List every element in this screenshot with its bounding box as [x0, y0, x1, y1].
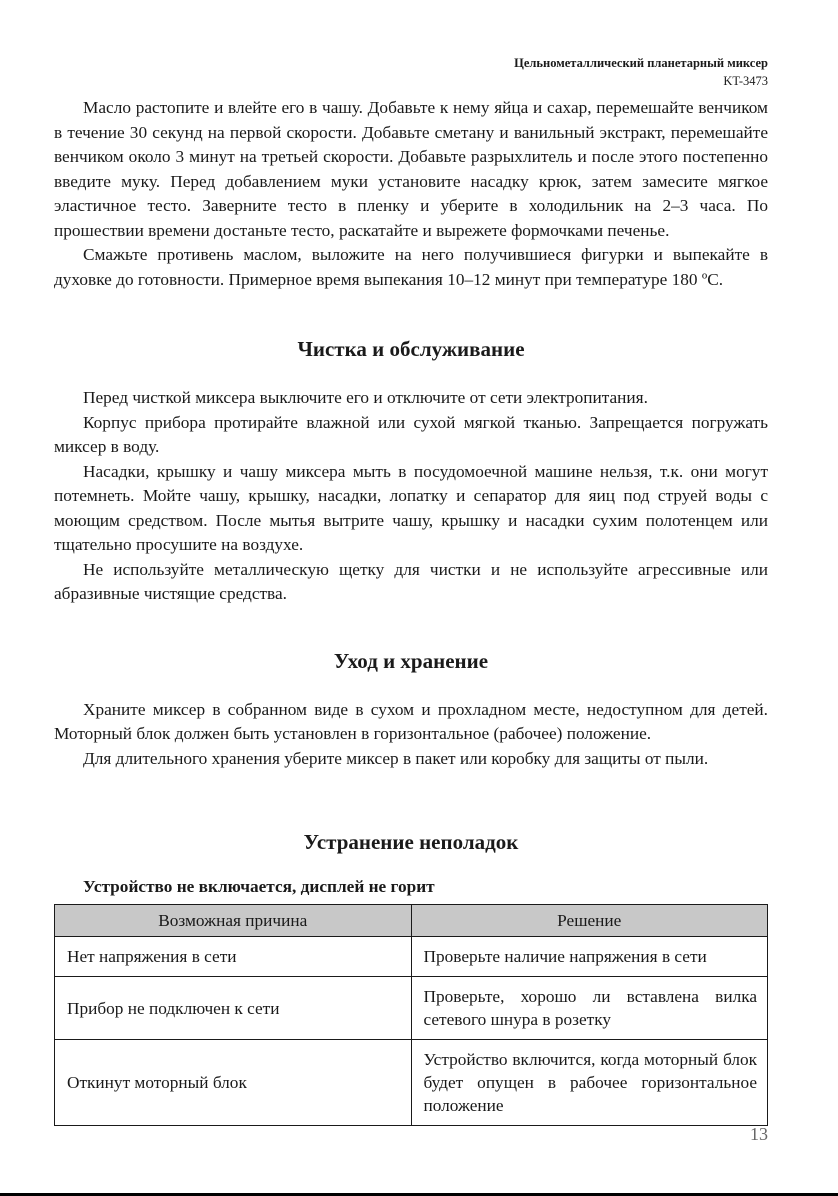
cause-cell: Прибор не подключен к сети [55, 977, 412, 1040]
cleaning-paragraph: Перед чисткой миксера выключите его и отключите от сети электропитания. [83, 388, 648, 407]
section-title-storage: Уход и хранение [333, 648, 489, 673]
header-product-title: Цельнометаллический планетарный миксер [514, 56, 768, 70]
section-title-cleaning: Чистка и обслуживание [297, 337, 525, 361]
storage-paragraph: Для длительного хранения уберите миксер в пакет или коробку для защиты от пыли. [83, 748, 709, 768]
cause-cell: Откинут моторный блок [55, 1040, 412, 1126]
troubleshooting-table [54, 904, 768, 1126]
intro-paragraph: Смажьте противень маслом, выложите на него получившиеся фигурки и выпекайте в духовке до готовности. Примерное время выпекания 10–12 минут при температуре 180 ºC. [54, 245, 768, 289]
table-row [55, 1040, 768, 1126]
table-row [55, 977, 768, 1040]
section-title-troubleshooting: Устранение неполадок [303, 830, 519, 854]
table-header-row [55, 905, 768, 937]
cleaning-paragraph: Насадки, крышку и чашу миксера мыть в посудомоечной машине нельзя, т.к. они могут потемнеть. Мойте чашу, крышку, насадки, лопатку и сепаратор для яиц под струей воды с моющим средством. После мытья вытрите чашу, крышку и насадки сухим полотенцем или тщательно просушите на воздухе. [54, 461, 768, 554]
column-header-cause: Возможная причина [55, 905, 412, 937]
page-number: 13 [750, 1124, 768, 1144]
header-model-number: KT-3473 [723, 74, 768, 88]
problem-subtitle: Устройство не включается, дисплей не горит [83, 877, 435, 896]
solution-cell: Устройство включится, когда моторный блок будет опущен в рабочее горизонтальное положение [411, 1040, 768, 1126]
solution-cell: Проверьте, хорошо ли вставлена вилка сетевого шнура в розетку [411, 977, 768, 1040]
cleaning-paragraph: Не используйте металлическую щетку для чистки и не используйте агрессивные или абразивные чистящие средства. [54, 559, 768, 603]
column-header-solution: Решение [411, 905, 768, 937]
solution-cell: Проверьте наличие напряжения в сети [411, 937, 768, 977]
cleaning-paragraph: Корпус прибора протирайте влажной или сухой мягкой тканью. Запрещается погружать миксер в воду. [54, 412, 768, 456]
page-content [54, 96, 768, 1126]
running-header [514, 54, 768, 90]
storage-paragraph: Храните миксер в собранном виде в сухом и прохладном месте, недоступном для детей. Моторный блок должен быть установлен в горизонтальное (рабочее) положение. [54, 699, 768, 743]
cause-cell: Нет напряжения в сети [55, 937, 412, 977]
table-row [55, 937, 768, 977]
intro-paragraph: Масло растопите и влейте его в чашу. Добавьте к нему яйца и сахар, перемешайте венчиком в течение 30 секунд на первой скорости. Добавьте сметану и ванильный экстракт, перемешайте венчиком около 3 минут на третьей скорости. Добавьте разрыхлитель и после этого постепенно введите муку. Перед добавлением муки установите насадку крюк, затем замесите мягкое эластичное тесто. Заверните тесто в пленку и уберите в холодильник на 2–3 часа. По прошествии времени достаньте тесто, раскатайте и вырежете формочками печенье. [54, 98, 768, 240]
